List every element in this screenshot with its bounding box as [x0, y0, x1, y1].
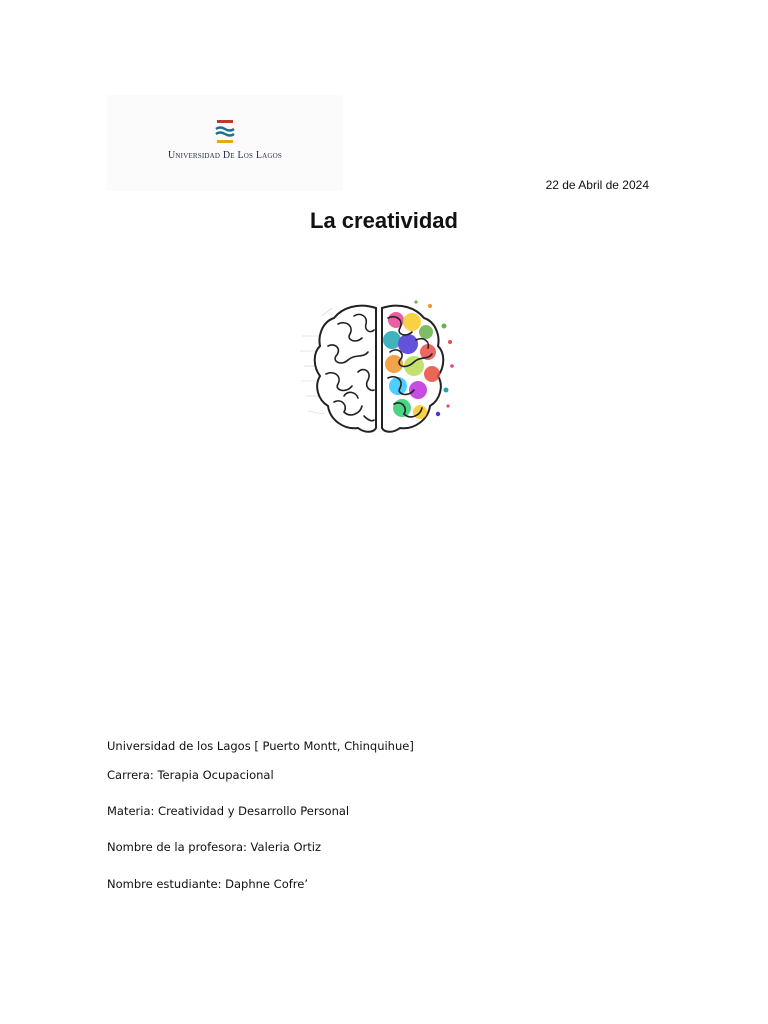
detail-university: Universidad de los Lagos [ Puerto Montt, Chinquihue]: [107, 739, 414, 753]
page-title: La creatividad: [310, 208, 458, 233]
detail-student: Nombre estudiante: Daphne Cofre’: [107, 877, 308, 891]
document-date: 22 de Abril de 2024: [545, 178, 649, 192]
detail-professor: Nombre de la profesora: Valeria Ortiz: [107, 840, 321, 854]
university-logo: [107, 95, 343, 191]
detail-subject: Materia: Creatividad y Desarrollo Personal: [107, 804, 350, 818]
logo-mark-icon: [214, 119, 236, 145]
detail-career: Carrera: Terapia Ocupacional: [107, 768, 274, 782]
brain-icon: [298, 296, 460, 444]
logo-text: Universidad De Los Lagos: [167, 150, 283, 161]
